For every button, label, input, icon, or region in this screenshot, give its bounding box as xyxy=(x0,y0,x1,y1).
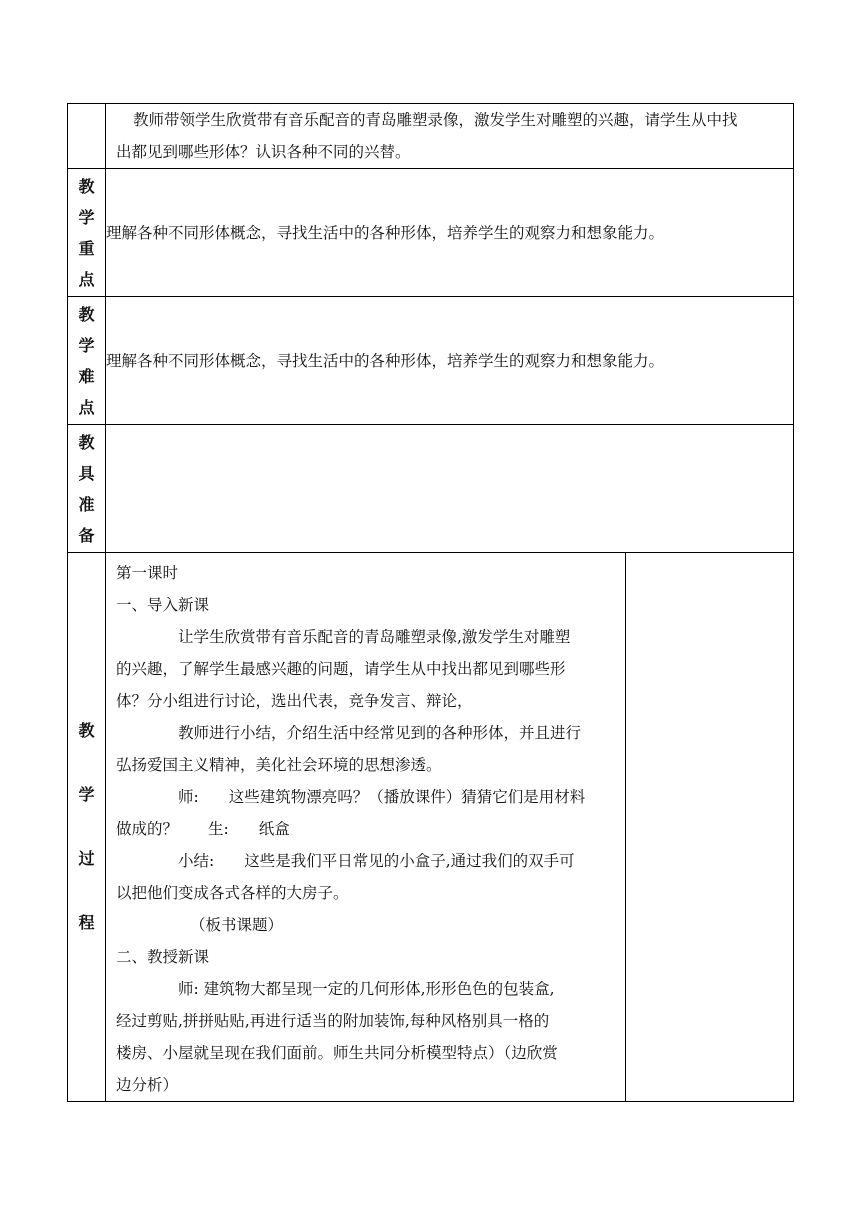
p1-line-2: 的兴趣，了解学生最感兴趣的问题，请学生从中找出都见到哪些形 xyxy=(116,660,566,678)
process-content xyxy=(106,553,626,1102)
process-side-notes xyxy=(626,553,794,1102)
p4-line-2: 以把他们变成各式各样的大房子。 xyxy=(116,884,349,902)
lesson-plan-table xyxy=(67,103,794,1102)
intro-content-cell xyxy=(106,104,794,169)
difficulties-label: 教 学 难 点 xyxy=(68,297,106,425)
board-title-note: （板书课题） xyxy=(190,916,284,934)
key-points-row xyxy=(68,169,794,297)
intro-line-2: 出都见到哪些形体？认识各种不同的兴替。 xyxy=(116,143,411,161)
p2-line-1: 教师进行小结，介绍生活中经常见到的各种形体，并且进行 xyxy=(178,724,582,742)
difficulties-text: 理解各种不同形体概念，寻找生活中的各种形体，培养学生的观察力和想象能力。 xyxy=(106,297,794,425)
p3-line-1: 师: 这些建筑物漂亮吗？（播放课件）猜猜它们是用材料 xyxy=(178,788,586,806)
p5-line-2: 经过剪贴,拼拼贴贴,再进行适当的附加装饰,每种风格别具一格的 xyxy=(116,1012,550,1030)
process-row xyxy=(68,553,794,1102)
tools-row xyxy=(68,425,794,553)
key-points-text: 理解各种不同形体概念，寻找生活中的各种形体，培养学生的观察力和想象能力。 xyxy=(106,169,794,297)
p2-line-2: 弘扬爱国主义精神，美化社会环境的思想渗透。 xyxy=(116,756,442,774)
section-2-heading: 二、教授新课 xyxy=(116,948,210,966)
tools-text xyxy=(106,425,794,553)
p5-line-1: 师: 建筑物大都呈现一定的几何形体,形形色色的包装盒, xyxy=(178,980,555,998)
p5-line-4: 边分析） xyxy=(116,1076,179,1094)
lesson-title: 第一课时 xyxy=(116,564,179,582)
intro-label-cell xyxy=(68,104,106,169)
intro-row xyxy=(68,104,794,169)
intro-line-1: 教师带领学生欣赏带有音乐配音的青岛雕塑录像，激发学生对雕塑的兴趣，请学生从中找 xyxy=(133,111,738,129)
difficulties-row xyxy=(68,297,794,425)
p3-line-2: 做成的？ 生: 纸盒 xyxy=(116,820,290,838)
p1-line-1: 让学生欣赏带有音乐配音的青岛雕塑录像,激发学生对雕塑 xyxy=(178,628,571,646)
p4-line-1: 小结: 这些是我们平日常见的小盒子,通过我们的双手可 xyxy=(178,852,575,870)
key-points-label: 教 学 重 点 xyxy=(68,169,106,297)
tools-label: 教 具 准 备 xyxy=(68,425,106,553)
section-1-heading: 一、导入新课 xyxy=(116,596,210,614)
p1-line-3: 体？分小组进行讨论，选出代表，竞争发言、辩论， xyxy=(116,692,473,710)
p5-line-3: 楼房、小屋就呈现在我们面前。师生共同分析模型特点）（边欣赏 xyxy=(116,1044,558,1062)
process-label: 教 学 过 程 xyxy=(68,553,106,1102)
